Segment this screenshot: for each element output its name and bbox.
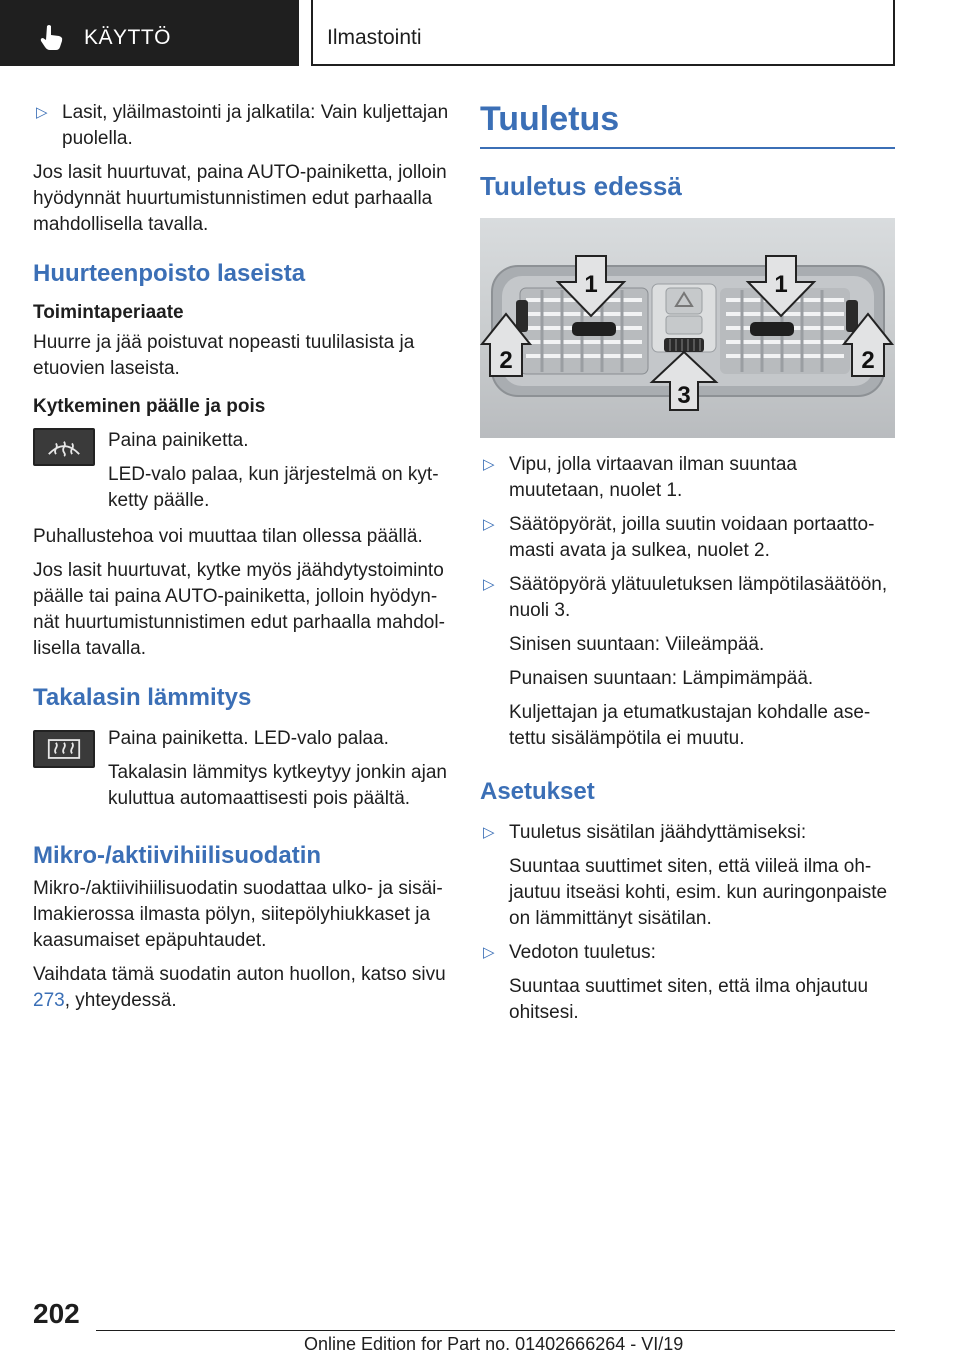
photo-label-1-left: 1 xyxy=(584,271,598,298)
paragraph-fan: Puhallustehoa voi muuttaa tilan ollessa päällä. xyxy=(33,526,423,547)
list-item xyxy=(480,820,895,846)
paragraph-filter: Mikro-/aktiivihiilisuodatin suodattaa ulko- ja sisäilmakierossa ilmasta pölyn, siitepölyhiukkaset ja kaasumaiset epäpuhtaudet. xyxy=(33,878,443,951)
paragraph-draft-free: Suuntaa suuttimet siten, että ilma ohjautuu ohitsesi. xyxy=(509,976,869,1023)
list-item xyxy=(33,100,451,152)
paragraph-led: LED-valo palaa, kun järjestelmä on kytketty päälle. xyxy=(108,464,439,511)
photo-label-2-left: 2 xyxy=(499,347,513,374)
paragraph-rear2: Takalasin lämmitys kytkeytyy jonkin ajan kuluttua automaattisesti pois päältä. xyxy=(108,762,447,809)
list-item xyxy=(480,572,895,624)
section-title: KÄYTTÖ xyxy=(84,26,172,49)
hand-pointer-icon xyxy=(38,23,66,51)
front-vent-photo xyxy=(480,218,895,438)
triangle-bullet-icon: ▷ xyxy=(483,516,495,533)
triangle-bullet-icon: ▷ xyxy=(483,576,495,593)
list-item-text: Lasit, yläilmastointi ja jalkatila: Vain kuljettajan puolella. xyxy=(62,102,449,149)
list-item-text: Tuuletus sisätilan jäähdyttämiseksi: xyxy=(509,822,807,843)
list-item-text: Säätöpyörä ylätuuletuksen lämpötilasäätöön, nuoli 3. xyxy=(509,574,888,621)
paragraph-ac: Jos lasit huurtuvat, kytke myös jäähdytystoiminto päälle tai paina AUTO-painiketta, jolloin hyödynnät huurtumistunnistimen edut parhaalla mahdollisella tavalla. xyxy=(33,560,445,659)
vent-illustration xyxy=(480,218,895,438)
paragraph-rear1: Paina painiketta. LED-valo palaa. xyxy=(108,728,389,749)
heading-ventilation: Tuuletus xyxy=(480,100,895,149)
front-defrost-button-icon xyxy=(33,428,95,466)
heading-filter: Mikro-/aktiivihiilisuodatin xyxy=(33,842,322,869)
list-item-text: Vipu, jolla virtaavan ilman suuntaa muutetaan, nuolet 1. xyxy=(509,454,797,501)
paragraph-fixed-temp: Kuljettajan ja etumatkustajan kohdalle asetettu sisälämpötila ei muutu. xyxy=(509,702,871,749)
heading-settings: Asetukset xyxy=(480,778,595,805)
heading-principle: Toimintaperiaate xyxy=(33,302,184,323)
header-chapter-box xyxy=(311,0,895,66)
footer-edition: Online Edition for Part no. 01402666264 - VI/19 xyxy=(304,1334,684,1354)
triangle-bullet-icon: ▷ xyxy=(483,456,495,473)
paragraph-change-filter: Vaihdata tämä suodatin auton huollon, katso sivu 273, yhteydessä. xyxy=(33,964,446,1011)
triangle-bullet-icon: ▷ xyxy=(36,104,48,121)
left-column xyxy=(33,100,451,1022)
list-item-text: Säätöpyörät, joilla suutin voidaan portaattomasti avata ja sulkea, nuolet 2. xyxy=(509,514,875,561)
footer-divider xyxy=(96,1330,895,1331)
list-item xyxy=(480,512,895,564)
triangle-bullet-icon: ▷ xyxy=(483,944,495,961)
list-item xyxy=(480,452,895,504)
defrost-button-row xyxy=(33,428,451,514)
page-link-273[interactable]: 273 xyxy=(33,990,65,1011)
page-number: 202 xyxy=(33,1298,80,1329)
list-item xyxy=(480,940,895,966)
paragraph-blue-direction: Sinisen suuntaan: Viileämpää. xyxy=(509,634,765,655)
heading-front-ventilation: Tuuletus edessä xyxy=(480,171,682,201)
photo-label-2-right: 2 xyxy=(861,347,875,374)
list-item-text: Vedoton tuuletus: xyxy=(509,942,656,963)
paragraph-auto: Jos lasit huurtuvat, paina AUTO-painiketta, jolloin hyödynnät huurtumistunnistimen edut parhaalla mahdollisella tavalla. xyxy=(33,162,447,235)
right-column xyxy=(480,100,895,1034)
paragraph-principle: Huurre ja jää poistuvat nopeasti tuulilasista ja etuovien laseista. xyxy=(33,332,415,379)
photo-label-3: 3 xyxy=(677,382,691,409)
paragraph-red-direction: Punaisen suuntaan: Lämpimämpää. xyxy=(509,668,814,689)
paragraph-press: Paina painiketta. xyxy=(108,430,249,451)
rear-defrost-button-row xyxy=(33,726,451,812)
heading-on-off: Kytkeminen päälle ja pois xyxy=(33,396,266,417)
chapter-title: Ilmastointi xyxy=(327,26,422,49)
rear-window-heating-button-icon xyxy=(33,730,95,768)
heading-defrost: Huurteenpoisto laseista xyxy=(33,260,306,287)
photo-label-1-right: 1 xyxy=(774,271,788,298)
triangle-bullet-icon: ▷ xyxy=(483,824,495,841)
paragraph-cooling: Suuntaa suuttimet siten, että viileä ilma ohjautuu itseäsi kohti, esim. kun auringonpaiste on lämmittänyt sisätilan. xyxy=(509,856,888,929)
heading-rear-window: Takalasin lämmitys xyxy=(33,684,252,711)
header-section-tab xyxy=(0,0,299,66)
